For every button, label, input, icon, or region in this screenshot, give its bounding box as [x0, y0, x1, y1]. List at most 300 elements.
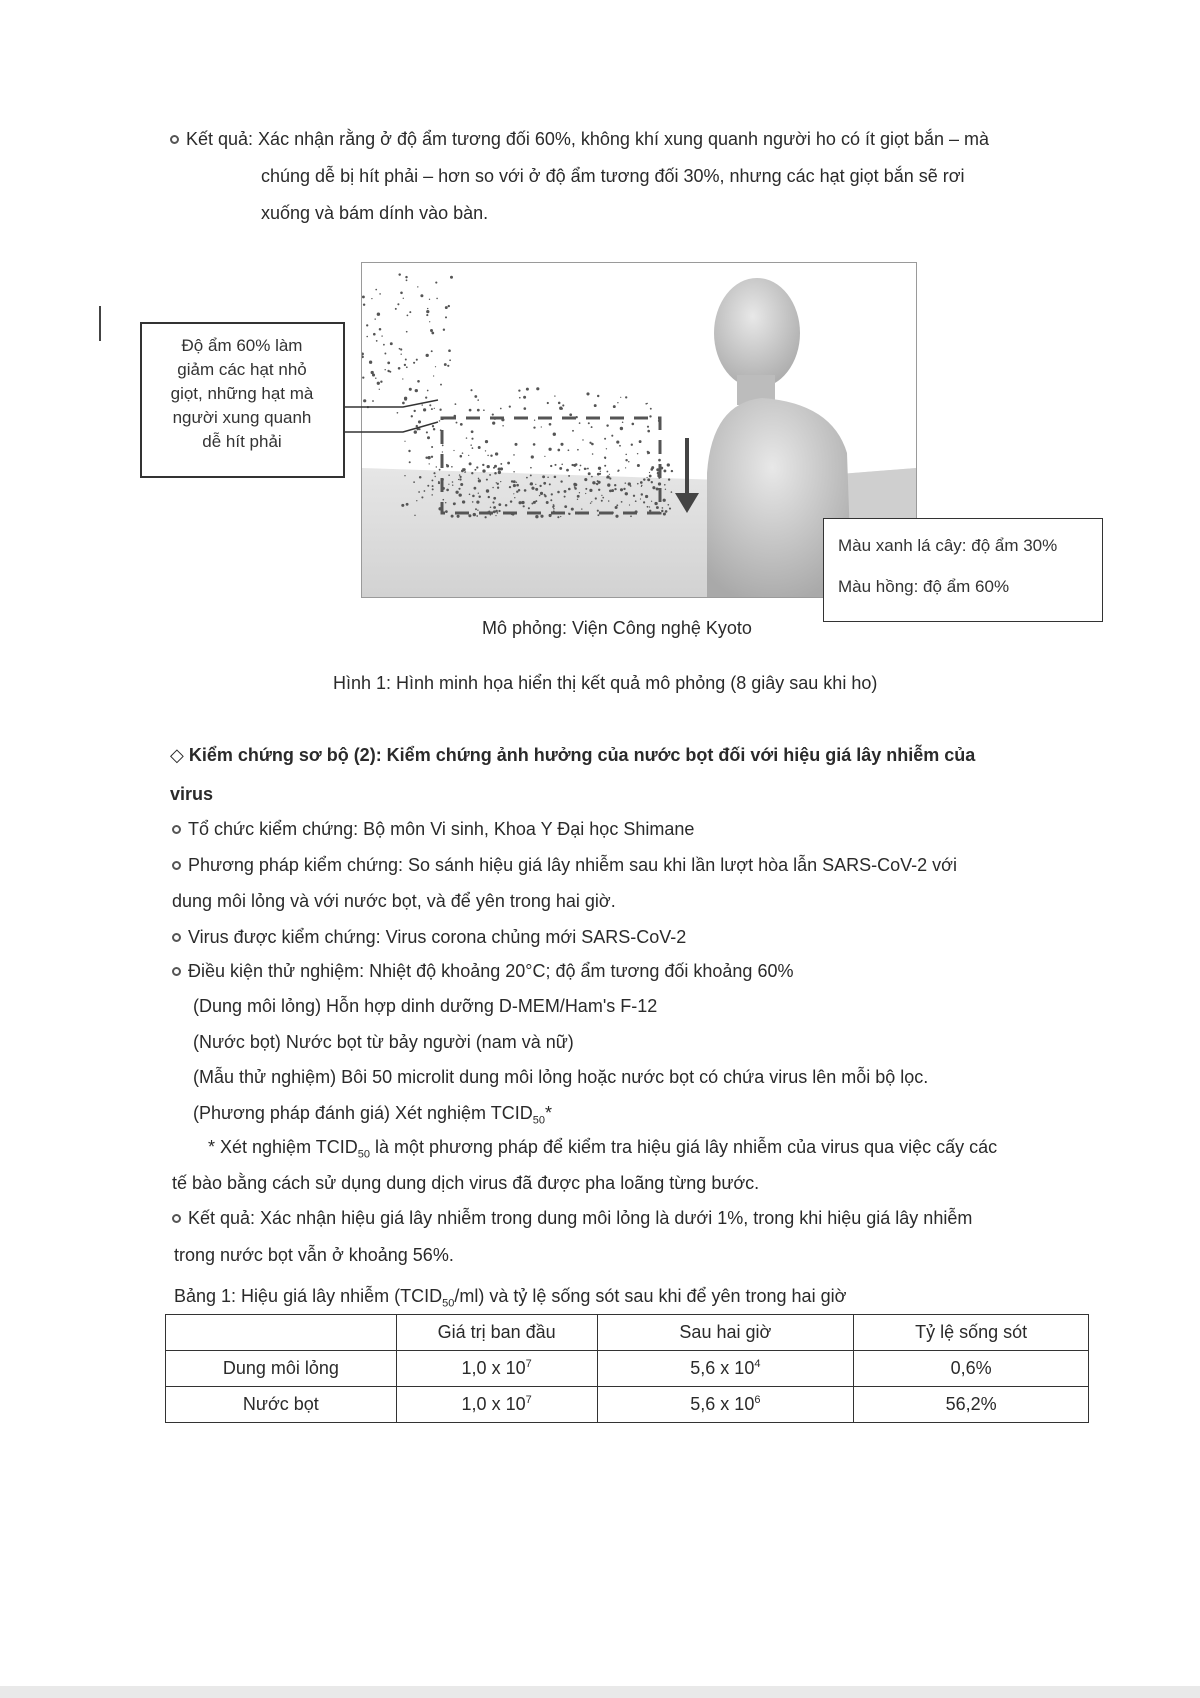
- droplet: [471, 430, 474, 433]
- survival-rate: 0,6%: [854, 1351, 1089, 1387]
- droplet: [462, 500, 465, 503]
- droplet: [535, 515, 538, 518]
- droplet: [407, 315, 409, 317]
- droplet: [460, 455, 463, 458]
- droplet: [547, 477, 549, 479]
- droplet: [450, 276, 453, 279]
- droplet: [571, 508, 574, 511]
- droplet: [477, 509, 478, 510]
- droplet: [509, 486, 511, 488]
- droplet: [459, 476, 461, 478]
- droplet: [497, 512, 499, 514]
- bullet-icon: [172, 825, 181, 834]
- droplet: [575, 463, 578, 466]
- droplet: [362, 356, 364, 359]
- droplet: [533, 443, 536, 446]
- droplet: [466, 437, 467, 438]
- droplet: [531, 487, 534, 490]
- droplet: [427, 308, 428, 309]
- droplet: [564, 505, 567, 508]
- droplet: [413, 481, 415, 483]
- droplet: [547, 402, 549, 404]
- droplet: [426, 314, 428, 316]
- tcid-note-line-2: tế bào bằng cách sử dụng dung dịch virus đã được pha loãng từng bước.: [172, 1173, 760, 1193]
- droplet: [639, 440, 642, 443]
- droplet: [557, 516, 559, 518]
- droplet: [431, 350, 433, 352]
- droplet: [560, 516, 561, 517]
- droplet: [564, 490, 567, 493]
- droplet: [589, 442, 591, 444]
- droplet: [614, 484, 616, 486]
- droplet: [460, 423, 463, 426]
- droplet: [524, 489, 527, 492]
- droplet: [409, 461, 411, 463]
- droplet: [470, 444, 472, 446]
- droplet: [487, 455, 489, 457]
- droplet: [379, 293, 381, 295]
- droplet: [601, 500, 603, 502]
- droplet: [584, 478, 587, 481]
- droplet: [623, 488, 625, 490]
- verification-method-line-1: Phương pháp kiểm chứng: So sánh hiệu giá lây nhiễm sau khi lần lượt hòa lẫn SARS-CoV-2 với: [172, 853, 957, 877]
- droplet: [643, 478, 645, 480]
- tcid-note-line-1: * Xét nghiệm $TCID_{50}$ là một phương pháp để kiểm tra hiệu giá lây nhiễm của virus qua việc cấy các: [208, 1137, 998, 1161]
- droplet: [585, 488, 587, 490]
- droplet: [543, 482, 546, 485]
- droplet: [654, 502, 657, 505]
- droplet: [649, 472, 650, 473]
- droplet: [498, 510, 500, 512]
- droplet: [402, 378, 403, 379]
- initial-value: 1,0 x $10^7$: [396, 1351, 597, 1387]
- droplet: [599, 473, 601, 475]
- droplet: [452, 484, 453, 485]
- section-2-heading-line-2: virus: [170, 784, 214, 804]
- droplet: [663, 499, 666, 502]
- droplet: [471, 472, 473, 474]
- bullet-icon: [172, 861, 181, 870]
- droplet: [513, 454, 515, 456]
- droplet: [457, 515, 460, 518]
- droplet: [577, 499, 578, 500]
- droplet: [647, 430, 650, 433]
- droplet: [406, 331, 408, 333]
- droplet: [564, 496, 566, 498]
- droplet: [495, 515, 496, 516]
- droplet: [362, 295, 365, 298]
- droplet: [445, 510, 448, 513]
- droplet: [400, 353, 401, 354]
- droplet: [662, 507, 664, 509]
- droplet: [515, 443, 518, 446]
- verification-method-line-2: dung môi lỏng và với nước bọt, và để yên trong hai giờ.: [172, 891, 616, 911]
- droplet: [497, 483, 499, 485]
- droplet: [559, 407, 562, 410]
- droplet: [616, 441, 619, 444]
- droplet: [597, 510, 599, 512]
- legend-green: Màu xanh lá cây: độ ẩm 30%: [838, 536, 1058, 555]
- droplet: [405, 359, 407, 361]
- droplet: [523, 505, 525, 507]
- droplet: [632, 423, 635, 426]
- droplet: [417, 286, 418, 287]
- droplet: [647, 451, 649, 453]
- table-header-cell: Sau hai giờ: [597, 1315, 854, 1351]
- section-2-heading-line-1: ◇ Kiểm chứng sơ bộ (2): Kiểm chứng ảnh hưởng của nước bọt đối với hiệu giá lây nhiễm của: [170, 745, 976, 765]
- droplet: [430, 329, 433, 332]
- droplet: [495, 452, 498, 455]
- droplet: [591, 426, 593, 428]
- droplet: [406, 366, 408, 368]
- droplet: [535, 488, 538, 491]
- result-2-line-1: Kết quả: Xác nhận hiệu giá lây nhiễm trong dung môi lỏng là dưới 1%, trong khi hiệu giá lây nhiễm: [172, 1206, 972, 1230]
- droplet: [590, 489, 592, 491]
- droplet: [478, 495, 480, 497]
- droplet: [625, 396, 627, 398]
- droplet: [531, 455, 534, 458]
- droplet: [414, 515, 415, 516]
- droplet: [625, 492, 628, 495]
- droplet: [493, 506, 496, 509]
- droplet: [434, 476, 435, 477]
- droplet: [651, 481, 653, 483]
- margin-mark: [99, 306, 101, 341]
- tested-virus: Virus được kiểm chứng: Virus corona chủng mới SARS-CoV-2: [172, 925, 686, 949]
- droplet: [560, 443, 563, 446]
- droplet: [645, 403, 647, 405]
- droplet: [486, 489, 489, 492]
- droplet: [427, 485, 429, 487]
- droplet: [630, 515, 632, 517]
- droplet: [600, 471, 601, 472]
- droplet: [455, 491, 458, 494]
- initial-value: 1,0 x $10^7$: [396, 1387, 597, 1423]
- droplet: [580, 465, 582, 467]
- droplet: [458, 488, 460, 490]
- droplet: [607, 475, 610, 478]
- droplet: [568, 488, 571, 491]
- droplet: [468, 455, 469, 456]
- droplet: [609, 477, 611, 479]
- droplet: [557, 449, 560, 452]
- condition-sample: (Mẫu thử nghiệm) Bôi 50 microlit dung môi lỏng hoặc nước bọt có chứa virus lên mỗi bộ lọc.: [193, 1067, 929, 1087]
- scan-bottom-edge: [0, 1686, 1200, 1698]
- table-row: [166, 1387, 1089, 1423]
- droplet: [551, 493, 553, 495]
- droplet: [500, 408, 502, 410]
- droplet: [513, 493, 514, 494]
- droplet: [384, 353, 386, 355]
- droplet: [432, 488, 434, 490]
- droplet: [373, 333, 376, 336]
- droplet: [498, 471, 501, 474]
- droplet: [641, 493, 643, 495]
- droplet: [541, 426, 542, 427]
- droplet: [631, 444, 633, 446]
- result-1-line-1: Kết quả: Xác nhận rằng ở độ ẩm tương đối 60%, không khí xung quanh người ho có ít giọt bắn – mà: [170, 127, 989, 151]
- droplet: [588, 422, 590, 424]
- droplet: [421, 496, 423, 498]
- droplet: [426, 354, 429, 357]
- humidity-callout: [140, 322, 345, 478]
- droplet: [482, 464, 484, 466]
- droplet: [366, 336, 368, 338]
- droplet: [371, 371, 374, 374]
- droplet: [568, 449, 570, 451]
- droplet: [498, 467, 501, 470]
- droplet: [500, 463, 502, 465]
- droplet: [436, 298, 438, 300]
- droplet: [572, 430, 574, 432]
- droplet: [448, 484, 449, 485]
- droplet: [640, 481, 643, 484]
- droplet: [470, 389, 472, 391]
- droplet: [384, 369, 385, 370]
- droplet: [524, 407, 527, 410]
- droplet: [619, 445, 621, 447]
- droplet: [663, 469, 666, 472]
- droplet: [553, 508, 555, 510]
- droplet: [608, 500, 610, 502]
- table-caption: Bảng 1: Hiệu giá lây nhiễm $(TCID_{50}/ml)$ và tỷ lệ sống sót sau khi để yên trong hai giờ: [174, 1286, 847, 1310]
- droplet: [483, 409, 485, 411]
- droplet: [475, 508, 477, 510]
- droplet: [586, 392, 589, 395]
- droplet: [448, 474, 450, 476]
- droplet: [469, 494, 471, 496]
- droplet: [562, 404, 564, 406]
- bullet-icon: [172, 933, 181, 942]
- droplet: [498, 503, 501, 506]
- droplet: [459, 493, 462, 496]
- droplet: [573, 483, 576, 486]
- droplet: [550, 499, 552, 501]
- droplet: [483, 470, 485, 472]
- droplet: [566, 469, 569, 472]
- droplet: [549, 423, 552, 426]
- droplet: [377, 313, 380, 316]
- droplet: [574, 487, 577, 490]
- droplet: [616, 504, 618, 506]
- droplet: [625, 459, 627, 461]
- droplet: [530, 474, 532, 476]
- bullet-icon: [172, 1214, 181, 1223]
- result-1-line-2: chúng dễ bị hít phải – hơn so với ở độ ẩm tương đối 30%, nhưng các hạt giọt bắn sẽ rơi: [261, 166, 965, 186]
- droplet: [449, 359, 451, 361]
- droplet: [439, 469, 441, 471]
- droplet: [465, 471, 466, 472]
- droplet: [598, 489, 600, 491]
- droplet: [469, 462, 472, 465]
- droplet: [476, 515, 478, 517]
- droplet: [436, 466, 437, 467]
- droplet: [490, 454, 492, 456]
- droplet: [381, 335, 382, 336]
- droplet: [425, 457, 427, 459]
- droplet: [622, 422, 624, 424]
- droplet: [474, 469, 476, 471]
- droplet: [435, 282, 437, 284]
- legend-pink: Màu hồng: độ ẩm 60%: [838, 577, 1010, 596]
- droplet: [598, 467, 601, 470]
- droplet: [477, 409, 480, 412]
- droplet: [577, 495, 580, 498]
- droplet: [604, 438, 606, 440]
- bullet-icon: [170, 135, 179, 144]
- condition-medium: (Dung môi lỏng) Hỗn hợp dinh dưỡng D-MEM/Ham's F-12: [193, 996, 658, 1016]
- droplet: [647, 506, 649, 508]
- droplet: [513, 480, 516, 483]
- droplet: [513, 471, 515, 473]
- droplet: [366, 324, 368, 326]
- droplet: [651, 466, 654, 469]
- callout-pointer: [343, 392, 443, 452]
- droplet: [664, 484, 666, 486]
- droplet: [579, 422, 581, 424]
- droplet: [558, 402, 561, 405]
- droplet: [588, 472, 591, 475]
- droplet: [533, 426, 535, 428]
- droplet: [536, 387, 539, 390]
- droplet: [656, 488, 659, 491]
- droplet: [591, 501, 592, 502]
- droplet: [375, 378, 376, 379]
- droplet: [596, 483, 598, 485]
- droplet: [431, 332, 434, 335]
- droplet: [633, 495, 635, 497]
- droplet: [649, 506, 650, 507]
- droplet: [387, 370, 389, 372]
- droplet: [519, 501, 522, 504]
- droplet: [625, 467, 626, 468]
- droplet: [606, 448, 607, 449]
- droplet: [494, 472, 497, 475]
- droplet: [647, 453, 648, 454]
- droplet: [590, 502, 591, 503]
- droplet: [459, 474, 460, 475]
- droplet: [420, 294, 423, 297]
- droplet: [661, 510, 663, 512]
- droplet: [444, 363, 447, 366]
- droplet: [568, 475, 570, 477]
- droplet: [379, 389, 380, 390]
- result-1-line-3: xuống và bám dính vào bàn.: [261, 203, 489, 223]
- droplet: [668, 478, 670, 480]
- droplet: [560, 480, 562, 482]
- droplet: [403, 298, 404, 299]
- droplet: [363, 303, 365, 305]
- droplet: [429, 321, 430, 322]
- figure-legend: [823, 518, 1103, 622]
- droplet: [383, 344, 385, 346]
- droplet: [597, 395, 599, 397]
- droplet: [615, 515, 618, 518]
- droplet: [667, 463, 670, 466]
- droplet: [539, 495, 541, 497]
- droplet: [625, 482, 627, 484]
- droplet: [579, 469, 581, 471]
- droplet: [446, 464, 448, 466]
- droplet: [404, 364, 406, 366]
- droplet: [489, 474, 491, 476]
- droplet: [553, 433, 556, 436]
- droplet: [592, 453, 594, 455]
- droplet: [400, 292, 403, 295]
- droplet: [455, 403, 457, 405]
- droplet: [528, 507, 530, 509]
- droplet: [362, 352, 364, 355]
- droplet: [582, 439, 583, 440]
- droplet: [530, 484, 532, 486]
- droplet: [557, 491, 560, 494]
- droplet: [431, 494, 433, 496]
- droplet: [611, 435, 613, 437]
- droplet: [453, 502, 456, 505]
- droplet: [431, 479, 433, 481]
- droplet: [447, 365, 449, 367]
- droplet: [651, 501, 652, 502]
- droplet: [445, 306, 448, 309]
- droplet: [516, 484, 519, 487]
- droplet: [568, 513, 570, 515]
- droplet: [607, 483, 610, 486]
- droplet: [493, 510, 496, 513]
- droplet: [371, 298, 372, 299]
- droplet: [625, 454, 627, 456]
- droplet: [406, 279, 408, 281]
- droplet: [665, 510, 668, 513]
- droplet: [643, 501, 645, 503]
- droplet: [606, 471, 608, 473]
- droplet: [649, 415, 651, 417]
- condition-saliva: (Nước bọt) Nước bọt từ bảy người (nam và nữ): [193, 1032, 574, 1052]
- droplet: [453, 450, 454, 451]
- droplet: [377, 382, 379, 384]
- droplet: [440, 384, 442, 386]
- droplet: [409, 311, 411, 313]
- droplet: [569, 413, 572, 416]
- table-row: [166, 1351, 1089, 1387]
- droplet: [523, 396, 526, 399]
- droplet: [507, 462, 510, 465]
- droplet: [640, 498, 641, 499]
- droplet: [585, 468, 586, 469]
- droplet: [500, 481, 501, 482]
- droplet: [620, 397, 621, 398]
- droplet: [540, 515, 543, 518]
- droplet: [398, 273, 400, 275]
- droplet: [530, 467, 532, 469]
- droplet: [379, 328, 382, 331]
- droplet: [518, 389, 520, 391]
- droplet: [476, 500, 479, 503]
- droplet: [637, 483, 639, 485]
- after-two-hours-value: 5,6 x $10^6$: [597, 1387, 854, 1423]
- droplet: [409, 388, 412, 391]
- droplet: [637, 453, 638, 454]
- droplet: [488, 496, 490, 498]
- table-header-cell: [166, 1315, 397, 1351]
- droplet: [553, 504, 555, 506]
- droplet: [550, 465, 552, 467]
- droplet: [469, 409, 472, 412]
- droplet: [426, 310, 429, 313]
- droplet: [592, 481, 595, 484]
- droplet: [647, 426, 649, 428]
- droplet: [492, 414, 494, 416]
- droplet: [658, 459, 661, 462]
